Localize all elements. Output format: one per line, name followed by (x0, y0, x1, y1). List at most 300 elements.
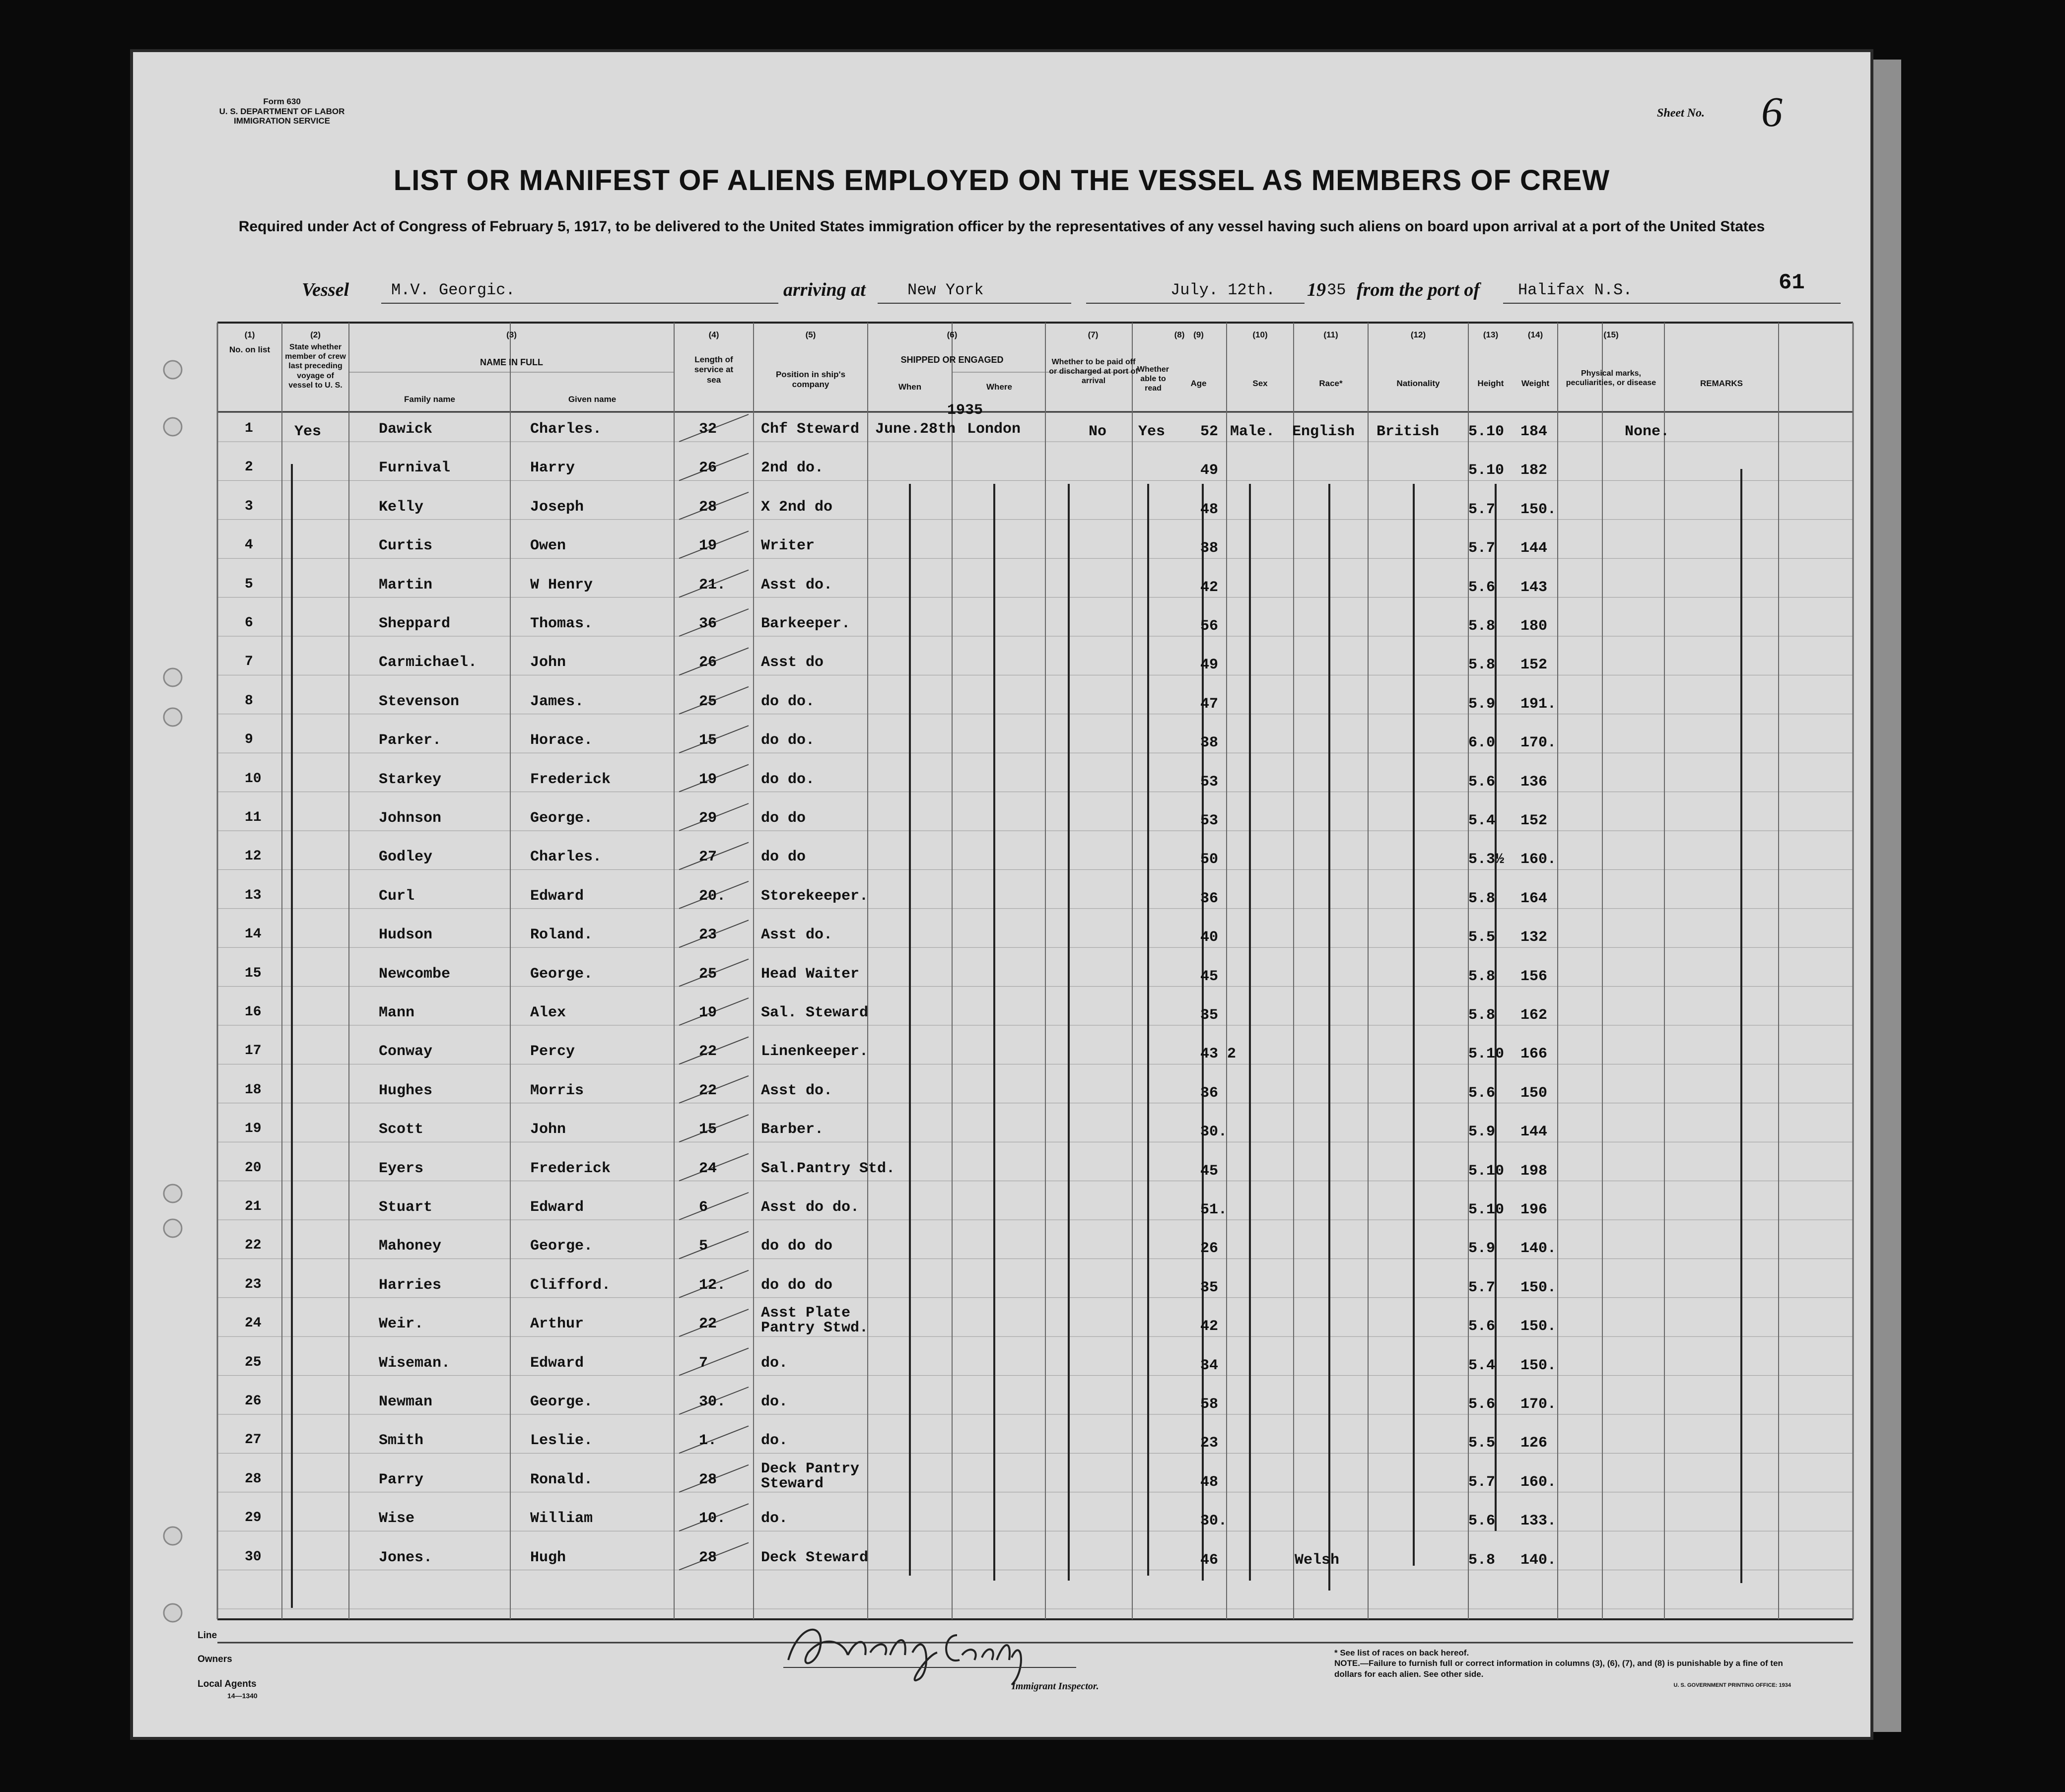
family-name: Mann (379, 1004, 415, 1021)
row-number: 25 (245, 1354, 262, 1370)
family-name: Weir. (379, 1316, 424, 1333)
position: Asst do do. (761, 1199, 860, 1216)
given-name: Hugh (530, 1549, 566, 1566)
weight: 150. (1520, 1318, 1557, 1335)
height: 5.3½ (1468, 851, 1505, 868)
weight: 143 (1520, 579, 1548, 596)
col1-label: No. on list (229, 345, 271, 354)
family-name: Mahoney (379, 1238, 442, 1255)
family-name: Stevenson (379, 693, 460, 710)
family-name: Kelly (379, 498, 424, 516)
col13-num: (13) (1483, 330, 1499, 339)
height: 5.6 (1468, 773, 1496, 791)
service-length: 5 (699, 1238, 708, 1255)
footer-line-label: Line (198, 1630, 217, 1641)
row-number: 10 (245, 771, 262, 787)
position: Sal. Steward (761, 1004, 869, 1021)
family-name: Eyers (379, 1160, 424, 1177)
physical-marks: None. (1625, 423, 1670, 440)
col6-where: Where (986, 382, 1012, 392)
service-length: 25 (699, 693, 717, 710)
weight: 144 (1520, 1124, 1548, 1141)
weight: 166 (1520, 1046, 1548, 1063)
family-name: Hudson (379, 927, 433, 944)
position: Head Waiter (761, 965, 860, 983)
family-name: Carmichael. (379, 654, 478, 671)
weight: 156 (1520, 968, 1548, 985)
row-number: 6 (245, 615, 253, 631)
col3-given: Given name (568, 395, 617, 404)
height: 5.7 (1468, 1279, 1496, 1296)
age: 50 (1200, 851, 1219, 868)
given-name: George. (530, 965, 593, 983)
arriving-label: arriving at (783, 279, 866, 300)
col11-label: Race* (1319, 379, 1343, 388)
col1-num: (1) (244, 330, 255, 339)
age: 53 (1200, 812, 1219, 829)
given-name: Percy (530, 1043, 575, 1061)
given-name: Charles. (530, 849, 602, 866)
weight: 182 (1520, 462, 1548, 479)
given-name: Frederick (530, 1160, 611, 1177)
age: 43 2 (1200, 1046, 1237, 1063)
row-number: 26 (245, 1394, 262, 1409)
family-name: Newman (379, 1394, 433, 1410)
row-number: 17 (245, 1043, 262, 1059)
height: 5.5 (1468, 1435, 1496, 1452)
weight: 136 (1520, 773, 1548, 791)
row-number: 13 (245, 887, 262, 903)
position: do do (761, 849, 806, 866)
service-length: 25 (699, 965, 717, 983)
family-name: Sheppard (379, 615, 451, 632)
page-title: LIST OR MANIFEST OF ALIENS EMPLOYED ON THE VESSEL AS MEMBERS OF CREW (393, 164, 1610, 197)
inspector-label: Immigrant Inspector. (1012, 1681, 1099, 1692)
sex: Male. (1230, 423, 1275, 440)
age: 45 (1200, 1162, 1219, 1180)
col13-label: Height (1477, 379, 1504, 388)
service-length: 22 (699, 1082, 717, 1099)
row-number: 16 (245, 1004, 262, 1020)
shipped-where: London (967, 421, 1021, 438)
col8-num: (8) (1174, 330, 1185, 339)
height: 5.8 (1468, 968, 1496, 985)
family-name: Dawick (379, 421, 433, 438)
family-name: Harries (379, 1276, 442, 1294)
vessel-name: M.V. Georgic. (391, 281, 515, 299)
given-name: William (530, 1510, 593, 1527)
age: 38 (1200, 540, 1219, 557)
age: 48 (1200, 1473, 1219, 1491)
age: 58 (1200, 1396, 1219, 1413)
footer-note-text: NOTE.—Failure to furnish full or correct information in columns (3), (6), (7), and (8) is punishable by a fine of ten dollars for each alien. See other side. (1334, 1659, 1783, 1679)
weight: 180 (1520, 618, 1548, 635)
year-prefix: 19 (1307, 279, 1326, 300)
service-length: 30. (699, 1394, 726, 1410)
family-name: Newcombe (379, 965, 451, 983)
row-number: 27 (245, 1432, 262, 1448)
height: 5.8 (1468, 1007, 1496, 1024)
height: 5.10 (1468, 423, 1505, 440)
form-service: IMMIGRATION SERVICE (234, 116, 330, 126)
position: X 2nd do (761, 498, 833, 516)
row-number: 11 (245, 810, 262, 825)
col6-label: SHIPPED OR ENGAGED (900, 355, 1004, 365)
col15-label: Physical marks, peculiarities, or disease (1566, 369, 1656, 388)
given-name: John (530, 654, 566, 671)
col4-num: (4) (708, 330, 719, 339)
arrival-date: July. 12th. (1170, 281, 1276, 299)
page-subtitle: Required under Act of Congress of February 5, 1917, to be delivered to the United States immigration officer by the representatives of any vessel having such aliens on board upon arrival at a port of the United States (238, 218, 1765, 235)
weight: 160. (1520, 851, 1557, 868)
age: 49 (1200, 462, 1219, 479)
service-length: 28 (699, 1549, 717, 1566)
row-number: 30 (245, 1549, 262, 1565)
given-name: Roland. (530, 927, 593, 944)
manifest-code: 61 (1779, 270, 1805, 295)
age: 51. (1200, 1201, 1228, 1218)
service-length: 6 (699, 1199, 708, 1216)
col10-label: Sex (1252, 379, 1268, 388)
given-name: W Henry (530, 576, 593, 594)
age: 42 (1200, 1318, 1219, 1335)
service-length: 7 (699, 1354, 708, 1372)
height: 5.10 (1468, 1162, 1505, 1180)
service-length: 26 (699, 460, 717, 477)
age: 30. (1200, 1513, 1228, 1530)
age: 35 (1200, 1279, 1219, 1296)
family-name: Conway (379, 1043, 433, 1061)
weight: 150. (1520, 501, 1557, 518)
last-voyage: Yes (294, 423, 322, 440)
shipped-when: June.28th (875, 421, 956, 438)
service-length: 22 (699, 1043, 717, 1061)
height: 5.6 (1468, 1084, 1496, 1102)
row-number: 29 (245, 1510, 262, 1526)
row-number: 12 (245, 849, 262, 864)
position: do do. (761, 693, 815, 710)
from-port-label: from the port of (1357, 279, 1480, 300)
weight: 184 (1520, 423, 1548, 440)
family-name: Parker. (379, 732, 442, 749)
given-name: Morris (530, 1082, 584, 1099)
from-port: Halifax N.S. (1518, 281, 1633, 299)
family-name: Parry (379, 1471, 424, 1488)
age: 34 (1200, 1357, 1219, 1374)
age: 40 (1200, 929, 1219, 946)
family-name: Martin (379, 576, 433, 594)
row-number: 18 (245, 1082, 262, 1098)
given-name: Thomas. (530, 615, 593, 632)
printer-imprint: U. S. GOVERNMENT PRINTING OFFICE: 1934 (1673, 1682, 1791, 1688)
family-name: Wiseman. (379, 1354, 451, 1372)
given-name: Arthur (530, 1316, 584, 1333)
service-length: 21. (699, 576, 726, 594)
age: 36 (1200, 890, 1219, 907)
col15-num: (15) (1603, 330, 1619, 339)
height: 5.4 (1468, 1357, 1496, 1374)
height: 5.7 (1468, 501, 1496, 518)
position: do. (761, 1354, 788, 1372)
position: Asst do. (761, 1082, 833, 1099)
height: 5.10 (1468, 462, 1505, 479)
col14-label: Weight (1521, 379, 1550, 388)
service-length: 12. (699, 1276, 726, 1294)
family-name: Starkey (379, 771, 442, 788)
age: 45 (1200, 968, 1219, 985)
service-length: 27 (699, 849, 717, 866)
service-length: 22 (699, 1316, 717, 1333)
position: do do. (761, 732, 815, 749)
col3-num: (3) (506, 330, 517, 339)
col2-label: State whether member of crew last preceding voyage of vessel to U. S. (285, 343, 346, 390)
col12-label: Nationality (1396, 379, 1440, 388)
family-name: Godley (379, 849, 433, 866)
given-name: Charles. (530, 421, 602, 438)
service-length: 36 (699, 615, 717, 632)
col6-num: (6) (947, 330, 958, 339)
col6-when: When (898, 382, 922, 392)
weight: 170. (1520, 734, 1557, 752)
weight: 150 (1520, 1084, 1548, 1102)
given-name: Harry (530, 460, 575, 477)
weight: 152 (1520, 657, 1548, 674)
service-length: 19 (699, 537, 717, 555)
vessel-label: Vessel (302, 279, 349, 300)
weight: 170. (1520, 1396, 1557, 1413)
row-number: 21 (245, 1199, 262, 1214)
row-number: 8 (245, 693, 253, 709)
col10-num: (10) (1252, 330, 1268, 339)
position: Barkeeper. (761, 615, 851, 632)
col4-label: Length of service at sea (694, 355, 734, 385)
row-number: 1 (245, 421, 253, 436)
row-number: 15 (245, 965, 262, 981)
row-number: 28 (245, 1471, 262, 1487)
race: Welsh (1295, 1551, 1340, 1569)
height: 5.8 (1468, 618, 1496, 635)
position: Asst do (761, 654, 824, 671)
position: Sal.Pantry Std. (761, 1160, 895, 1177)
service-length: 26 (699, 654, 717, 671)
position: do. (761, 1394, 788, 1410)
age: 38 (1200, 734, 1219, 752)
underlying-page-edge (1871, 60, 1901, 1732)
row-number: 19 (245, 1121, 262, 1137)
family-name: Jones. (379, 1549, 433, 1566)
row-number: 24 (245, 1316, 262, 1331)
service-length: 28 (699, 498, 717, 516)
height: 5.10 (1468, 1201, 1505, 1218)
given-name: Horace. (530, 732, 593, 749)
weight: 140. (1520, 1240, 1557, 1258)
height: 5.6 (1468, 1318, 1496, 1335)
position: do do (761, 810, 806, 827)
given-name: George. (530, 1238, 593, 1255)
service-length: 15 (699, 1121, 717, 1138)
weight: 133. (1520, 1513, 1557, 1530)
service-length: 19 (699, 1004, 717, 1021)
col7-label: Whether to be paid off or discharged at port of arrival (1049, 358, 1138, 386)
footer-owners-label: Owners (198, 1654, 232, 1664)
family-name: Stuart (379, 1199, 433, 1216)
col12-num: (12) (1410, 330, 1426, 339)
position: Writer (761, 537, 815, 555)
col2-num: (2) (310, 330, 321, 339)
shipped-year: 1935 (947, 402, 983, 419)
given-name: Edward (530, 1199, 584, 1216)
sheet-number-value: 6 (1761, 88, 1783, 135)
position: do do. (761, 771, 815, 788)
given-name: Owen (530, 537, 566, 555)
weight: 198 (1520, 1162, 1548, 1180)
family-name: Smith (379, 1432, 424, 1450)
row-number: 9 (245, 732, 253, 748)
arriving-port: New York (907, 281, 984, 299)
position: 2nd do. (761, 460, 824, 477)
form-department: U. S. DEPARTMENT OF LABOR (219, 106, 345, 116)
height: 5.8 (1468, 890, 1496, 907)
given-name: Clifford. (530, 1276, 611, 1294)
family-name: Wise (379, 1510, 415, 1527)
weight: 160. (1520, 1473, 1557, 1491)
given-name: Leslie. (530, 1432, 593, 1450)
weight: 140. (1520, 1551, 1557, 1569)
age: 36 (1200, 1084, 1219, 1102)
age: 49 (1200, 657, 1219, 674)
col16-label: REMARKS (1700, 379, 1743, 388)
position: Storekeeper. (761, 887, 869, 905)
row-number: 23 (245, 1276, 262, 1292)
age: 56 (1200, 618, 1219, 635)
col14-num: (14) (1527, 330, 1543, 339)
service-length: 23 (699, 927, 717, 944)
able-to-read: Yes (1138, 423, 1166, 440)
height: 5.9 (1468, 695, 1496, 713)
nationality: British (1377, 423, 1440, 440)
position: do. (761, 1432, 788, 1450)
position: Barber. (761, 1121, 824, 1138)
position: Linenkeeper. (761, 1043, 869, 1061)
col5-label: Position in ship's company (775, 370, 846, 390)
age: 30. (1200, 1124, 1228, 1141)
service-length: 20. (699, 887, 726, 905)
given-name: John (530, 1121, 566, 1138)
service-length: 24 (699, 1160, 717, 1177)
height: 5.7 (1468, 1473, 1496, 1491)
inspector-signature (778, 1605, 1086, 1690)
position: Asst do. (761, 576, 833, 594)
position: do. (761, 1510, 788, 1527)
height: 5.6 (1468, 1513, 1496, 1530)
form-number: Form 630 (263, 97, 301, 106)
position: Deck Pantry Steward (761, 1460, 860, 1492)
age: 46 (1200, 1551, 1219, 1569)
age: 42 (1200, 579, 1219, 596)
weight: 150. (1520, 1357, 1557, 1374)
family-name: Hughes (379, 1082, 433, 1099)
col3-family: Family name (404, 395, 455, 404)
position: Deck Steward (761, 1549, 869, 1566)
height: 6.0 (1468, 734, 1496, 752)
position: Asst do. (761, 927, 833, 944)
family-name: Scott (379, 1121, 424, 1138)
weight: 162 (1520, 1007, 1548, 1024)
weight: 164 (1520, 890, 1548, 907)
age: 53 (1200, 773, 1219, 791)
height: 5.9 (1468, 1240, 1496, 1258)
weight: 150. (1520, 1279, 1557, 1296)
footer-note (1334, 1648, 1791, 1689)
height: 5.5 (1468, 929, 1496, 946)
row-number: 14 (245, 927, 262, 942)
height: 5.8 (1468, 657, 1496, 674)
height: 5.9 (1468, 1124, 1496, 1141)
age: 23 (1200, 1435, 1219, 1452)
service-length: 28 (699, 1471, 717, 1488)
position: Asst Plate Pantry Stwd. (761, 1305, 869, 1337)
given-name: Frederick (530, 771, 611, 788)
weight: 132 (1520, 929, 1548, 946)
position: do do do (761, 1238, 833, 1255)
position: do do do (761, 1276, 833, 1294)
paid-off: No (1089, 423, 1107, 440)
given-name: Alex (530, 1004, 566, 1021)
row-number: 7 (245, 654, 253, 670)
service-length: 29 (699, 810, 717, 827)
height: 5.6 (1468, 1396, 1496, 1413)
race: English (1292, 423, 1355, 440)
age: 52 (1200, 423, 1219, 440)
col5-num: (5) (805, 330, 816, 339)
row-number: 22 (245, 1238, 262, 1254)
row-number: 5 (245, 576, 253, 592)
weight: 196 (1520, 1201, 1548, 1218)
service-length: 32 (699, 421, 717, 438)
given-name: Edward (530, 887, 584, 905)
col3-label: NAME IN FULL (480, 357, 543, 367)
height: 5.8 (1468, 1551, 1496, 1569)
given-name: Edward (530, 1354, 584, 1372)
service-length: 19 (699, 771, 717, 788)
service-length: 10. (699, 1510, 726, 1527)
weight: 144 (1520, 540, 1548, 557)
family-name: Furnival (379, 460, 451, 477)
given-name: James. (530, 693, 584, 710)
service-length: 1. (699, 1432, 717, 1450)
weight: 126 (1520, 1435, 1548, 1452)
sheet-number-label: Sheet No. (1657, 107, 1705, 120)
age: 26 (1200, 1240, 1219, 1258)
weight: 191. (1520, 695, 1557, 713)
family-name: Johnson (379, 810, 442, 827)
year-suffix: 35 (1327, 281, 1346, 299)
footer-agents-label: Local Agents (198, 1679, 257, 1689)
col8-label: Whether able to read (1137, 365, 1169, 393)
service-length: 15 (699, 732, 717, 749)
height: 5.4 (1468, 812, 1496, 829)
height: 5.6 (1468, 579, 1496, 596)
given-name: George. (530, 810, 593, 827)
footer-form-code: 14—1340 (227, 1692, 258, 1700)
col9-num: (9) (1193, 330, 1204, 339)
row-number: 4 (245, 537, 253, 553)
row-number: 3 (245, 498, 253, 514)
family-name: Curl (379, 887, 415, 905)
age: 35 (1200, 1007, 1219, 1024)
row-number: 20 (245, 1160, 262, 1176)
position: Chf Steward (761, 421, 860, 438)
